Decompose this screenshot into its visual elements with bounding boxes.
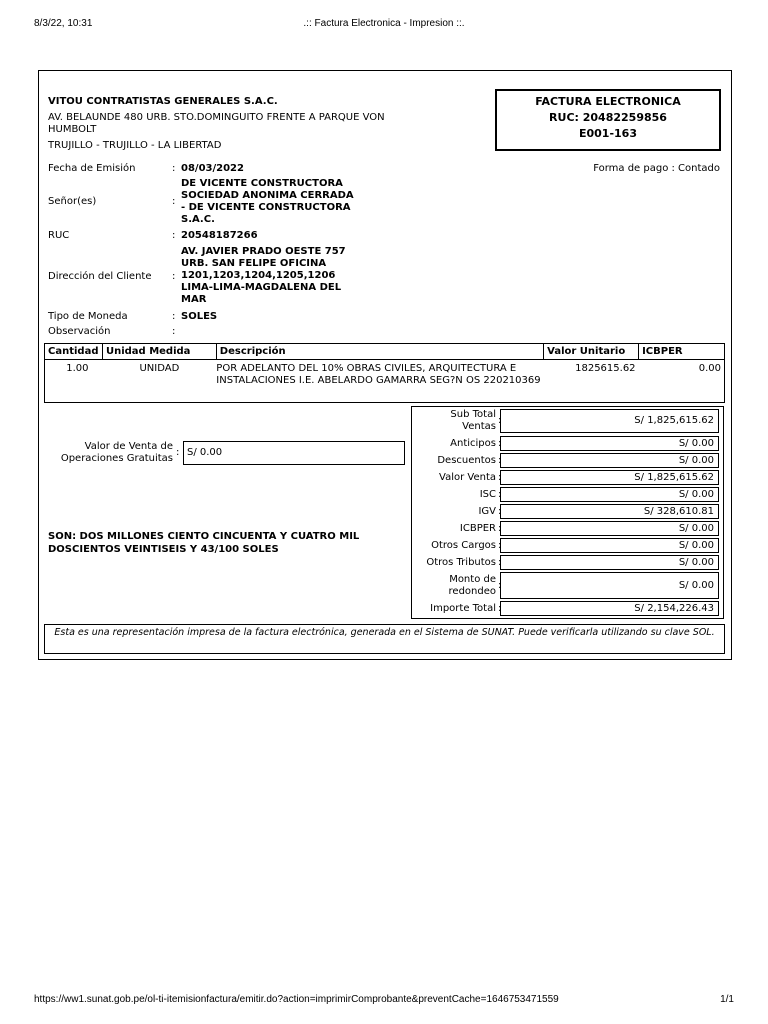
totals-value: S/ 0.00 — [500, 436, 719, 451]
fecha-label: Fecha de Emisión — [48, 163, 136, 174]
totals-label — [437, 455, 496, 467]
ruc-label: RUC — [48, 230, 70, 241]
senor-colon: : — [172, 196, 176, 207]
totals-label-line: ICBPER — [459, 522, 496, 534]
header-unidad-medida: Unidad Medida — [102, 344, 216, 360]
son-line: DOSCIENTOS VEINTISEIS Y 43/100 SOLES — [48, 544, 279, 555]
totals-value: S/ 0.00 — [500, 572, 719, 599]
cell-icbper: 0.00 — [639, 360, 725, 403]
header-valor-unitario: Valor Unitario — [544, 344, 639, 360]
totals-label-line: IGV — [478, 505, 496, 517]
items-table — [44, 343, 725, 403]
totals-value: S/ 1,825,615.62 — [500, 409, 719, 433]
header-cantidad: Cantidad — [45, 344, 103, 360]
direccion-label: Dirección del Cliente — [48, 271, 152, 282]
totals-label — [431, 540, 496, 552]
totals-label — [449, 574, 496, 598]
totals-value: S/ 1,825,615.62 — [500, 470, 719, 485]
totals-colon: : — [498, 556, 502, 568]
totals-label — [478, 506, 496, 518]
totals-label — [450, 409, 496, 433]
gratuitas-label-line: Valor de Venta de — [84, 441, 173, 452]
totals-label-line: Otros Cargos — [431, 539, 496, 551]
totals-label-line: Sub Total — [450, 409, 496, 420]
factura-title: FACTURA ELECTRONICA — [535, 95, 681, 108]
factura-number: E001-163 — [578, 127, 637, 140]
gratuitas-label — [48, 441, 173, 465]
totals-row — [412, 453, 723, 468]
son-amount-in-words — [48, 530, 359, 556]
totals-colon: : — [498, 505, 502, 517]
totals-colon: : — [498, 579, 502, 591]
totals-colon: : — [498, 488, 502, 500]
totals-colon: : — [498, 454, 502, 466]
print-title: .:: Factura Electronica - Impresion ::. — [303, 18, 465, 29]
totals-label-line: Otros Tributos — [426, 556, 496, 568]
son-line: SON: DOS MILLONES CIENTO CINCUENTA Y CUATRO MIL — [48, 531, 360, 542]
totals-label-line: Valor Venta — [439, 471, 496, 483]
totals-label — [439, 472, 496, 484]
totals-label — [480, 489, 496, 501]
fecha-colon: : — [172, 163, 176, 174]
forma-pago: Forma de pago : Contado — [593, 163, 720, 174]
totals-value: S/ 0.00 — [500, 521, 719, 536]
totals-row — [412, 504, 723, 519]
cell-unidad: UNIDAD — [102, 360, 216, 403]
totals-colon: : — [498, 437, 502, 449]
totals-colon: : — [498, 471, 502, 483]
direccion-value — [181, 246, 346, 306]
totals-value: S/ 328,610.81 — [500, 504, 719, 519]
totals-colon: : — [498, 602, 502, 614]
senor-label: Señor(es) — [48, 196, 97, 207]
totals-row — [412, 470, 723, 485]
totals-label-line: Anticipos — [450, 437, 496, 449]
emisor-location: TRUJILLO - TRUJILLO - LA LIBERTAD — [48, 140, 222, 151]
totals-block — [411, 406, 724, 619]
direccion-colon: : — [172, 271, 176, 282]
totals-label-line: Monto de — [449, 573, 496, 585]
moneda-value: SOLES — [181, 311, 218, 322]
totals-label-line: Descuentos — [437, 454, 496, 466]
totals-row — [412, 436, 723, 451]
totals-row — [412, 521, 723, 536]
senor-line: SOCIEDAD ANONIMA CERRADA — [181, 190, 354, 201]
totals-label-line: Importe Total — [430, 602, 496, 614]
senor-line: S.A.C. — [181, 214, 215, 225]
emisor-name: VITOU CONTRATISTAS GENERALES S.A.C. — [48, 96, 278, 107]
totals-label-line: ISC — [479, 488, 496, 500]
totals-row — [412, 538, 723, 553]
factura-ruc: RUC: 20482259856 — [549, 111, 667, 124]
factura-box — [495, 89, 721, 151]
observacion-label: Observación — [48, 326, 111, 337]
senor-line: - DE VICENTE CONSTRUCTORA — [181, 202, 351, 213]
moneda-label: Tipo de Moneda — [48, 311, 128, 322]
header-icbper: ICBPER — [639, 344, 725, 360]
totals-colon: : — [498, 539, 502, 551]
senor-value — [181, 178, 354, 226]
direccion-line: MAR — [181, 294, 207, 305]
observacion-colon: : — [172, 326, 176, 337]
gratuitas-colon: : — [176, 447, 180, 458]
gratuitas-value-box — [183, 441, 405, 465]
totals-value: S/ 0.00 — [500, 487, 719, 502]
totals-row — [412, 409, 723, 433]
ruc-colon: : — [172, 230, 176, 241]
totals-label — [450, 438, 496, 450]
totals-value: S/ 2,154,226.43 — [500, 601, 719, 616]
totals-label-line: redondeo — [448, 585, 496, 597]
direccion-line: AV. JAVIER PRADO OESTE 757 — [181, 246, 346, 257]
print-page-number: 1/1 — [720, 994, 734, 1005]
cell-descripcion: POR ADELANTO DEL 10% OBRAS CIVILES, ARQUITECTURA E INSTALACIONES I.E. ABELARDO GAMARRA SEG?N OS 220210369 — [216, 360, 543, 403]
direccion-line: 1201,1203,1204,1205,1206 — [181, 270, 336, 281]
emisor-address-line2: HUMBOLT — [48, 124, 97, 135]
direccion-line: LIMA-LIMA-MAGDALENA DEL — [181, 282, 342, 293]
ruc-value: 20548187266 — [181, 230, 258, 241]
totals-label-line: Ventas — [462, 421, 496, 432]
totals-colon: : — [498, 522, 502, 534]
gratuitas-value: S/ 0.00 — [187, 447, 223, 458]
senor-line: DE VICENTE CONSTRUCTORA — [181, 178, 343, 189]
direccion-line: URB. SAN FELIPE OFICINA — [181, 258, 327, 269]
totals-label — [426, 557, 496, 569]
totals-row — [412, 601, 723, 616]
gratuitas-label-line: Operaciones Gratuitas — [60, 453, 173, 464]
totals-value: S/ 0.00 — [500, 453, 719, 468]
cell-valor-unitario: 1825615.62 — [544, 360, 639, 403]
totals-value: S/ 0.00 — [500, 555, 719, 570]
fecha-value: 08/03/2022 — [181, 163, 244, 174]
print-datetime: 8/3/22, 10:31 — [34, 18, 93, 29]
cell-cantidad: 1.00 — [45, 360, 103, 403]
moneda-colon: : — [172, 311, 176, 322]
totals-label — [430, 603, 496, 615]
totals-row — [412, 572, 723, 599]
totals-row — [412, 487, 723, 502]
sunat-notice: Esta es una representación impresa de la factura electrónica, generada en el Sistema de SUNAT. Puede verificarla utilizando su clave SOL. — [44, 624, 725, 654]
totals-colon: : — [498, 415, 502, 426]
print-url: https://ww1.sunat.gob.pe/ol-ti-itemisionfactura/emitir.do?action=imprimirComprobante&preventCache=1646753471559 — [34, 994, 559, 1005]
table-row — [45, 360, 725, 403]
totals-value: S/ 0.00 — [500, 538, 719, 553]
totals-row — [412, 555, 723, 570]
emisor-address-line1: AV. BELAUNDE 480 URB. STO.DOMINGUITO FRENTE A PARQUE VON — [48, 112, 385, 123]
items-header-row — [45, 344, 725, 360]
header-descripcion: Descripción — [216, 344, 543, 360]
totals-label — [460, 523, 496, 535]
